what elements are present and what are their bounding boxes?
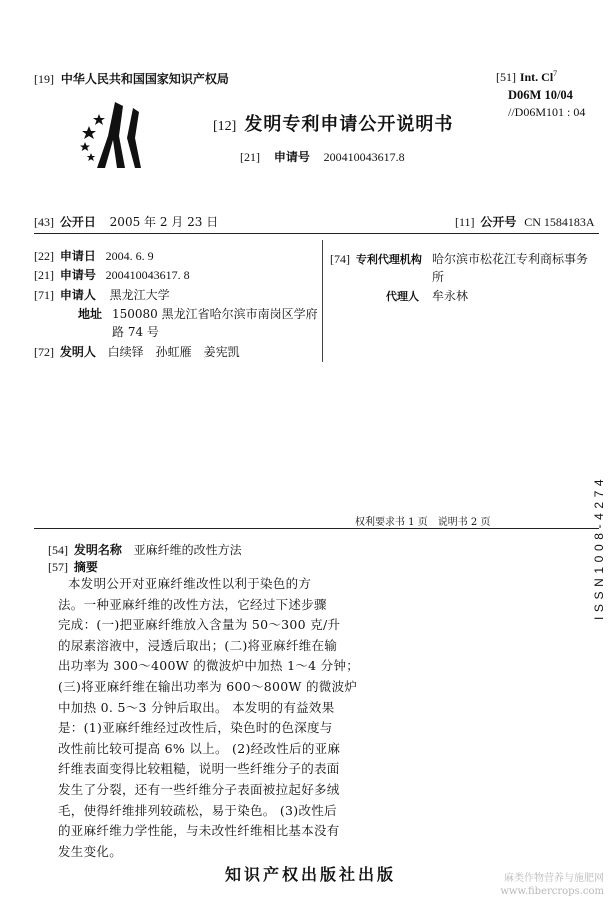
abstract-line: 中加热 0. 5～3 分钟后取出。 本发明的有益效果	[58, 699, 335, 715]
abstract-line: 发生了分裂，还有一些纤维分子表面被拉起好多绒	[58, 781, 340, 797]
ipc-secondary: //D06M101 : 04	[508, 105, 586, 119]
abstract-line: 完成：(一)把亚麻纤维放入含量为 50～300 克/升	[58, 617, 341, 633]
invention-title-value: 亚麻纤维的改性方法	[133, 543, 242, 557]
abstract-line: 发生变化。	[58, 843, 123, 859]
office-inid: [19]	[34, 72, 54, 86]
field-address-label: 地址	[78, 307, 103, 321]
field-app-number: [21] 申请号 200410043617. 8	[34, 268, 190, 282]
abstract-text	[58, 574, 360, 862]
publication-date: [43] 公开日 2005 年 2 月 23 日	[34, 215, 219, 229]
application-inid: [21]	[240, 150, 260, 164]
column-divider	[322, 240, 323, 362]
issn-vertical: ISSN1008-4274	[592, 474, 606, 620]
abstract-line: 毛，使得纤维排列较疏松，易于染色。 (3)改性后	[58, 802, 337, 818]
doc-type-title: 发明专利申请公开说明书	[244, 114, 454, 135]
abstract-heading: [57] 摘要	[48, 560, 98, 574]
publisher: 知识产权出版社出版	[225, 865, 397, 884]
ipc-inid: [51]	[496, 70, 516, 84]
field-filing-date: [22] 申请日 2004. 6. 9	[34, 249, 154, 263]
application-header	[240, 148, 405, 165]
field-applicant: [71] 申请人 黑龙江大学	[34, 288, 170, 302]
publication-number-value: CN 1584183A	[524, 215, 595, 229]
middle-rule	[34, 528, 599, 529]
application-value: 200410043617.8	[323, 150, 405, 164]
abstract-line: 改性前比较可提高 6% 以上。 (2)经改性后的亚麻	[58, 740, 341, 756]
abstract-line: 法。一种亚麻纤维的改性方法，它经过下述步骤	[58, 596, 327, 612]
office-name: 中华人民共和国国家知识产权局	[60, 72, 229, 86]
doc-type-inid: [12]	[213, 119, 237, 134]
doc-type	[213, 110, 453, 136]
abstract-line: 出功率为 300～400W 的微波炉中加热 1～4 分钟；	[58, 658, 360, 674]
abstract-line: 本发明公开对亚麻纤维改性以利于染色的方	[68, 576, 312, 591]
abstract-line: 的尿素溶液中，浸透后取出；(二)将亚麻纤维在输	[58, 637, 338, 653]
watermark: 麻类作物营养与施肥网 www.fibercrops.com	[500, 873, 604, 897]
abstract-line: 纤维表面变得比较粗糙，说明一些纤维分子的表面	[58, 761, 340, 777]
field-agent-label: 代理人	[386, 290, 419, 303]
field-agency-line2: 所	[432, 270, 445, 284]
ipc-label: Int. Cl	[519, 70, 554, 84]
ipc-line	[496, 69, 557, 85]
field-agency-line1: 哈尔滨市松花江专利商标事务	[432, 252, 589, 266]
publication-date-value: 2005 年 2 月 23 日	[109, 215, 219, 229]
field-inventors: [72] 发明人 白续铎 孙虹雁 姜宪凯	[34, 345, 240, 359]
abstract-line: (三)将亚麻纤维在输出功率为 600～800W 的微波炉	[58, 678, 358, 694]
publication-number: [11] 公开号 CN 1584183A	[455, 215, 595, 229]
abstract-line: 的亚麻纤维力学性能，与未改性纤维相比基本没有	[58, 823, 340, 839]
field-agency: [74] 专利代理机构	[330, 252, 422, 266]
invention-title: [54] 发明名称 亚麻纤维的改性方法	[48, 543, 242, 557]
top-rule	[34, 233, 599, 234]
sipo-emblem-icon	[75, 98, 145, 170]
abstract-line: 是：(1)亚麻纤维经过改性后，染色时的色深度与	[58, 720, 333, 736]
application-label: 申请号	[273, 150, 310, 164]
field-address-line1: 150080 黑龙江省哈尔滨市南岗区学府	[112, 307, 318, 321]
office-header	[34, 70, 229, 87]
ipc-main: D06M 10/04	[508, 88, 573, 102]
field-address-line2: 路 74 号	[112, 325, 159, 339]
pages-note: 权利要求书 1 页 说明书 2 页	[355, 517, 491, 528]
ipc-sup: 7	[553, 69, 558, 78]
field-agent-value: 牟永林	[432, 289, 469, 303]
